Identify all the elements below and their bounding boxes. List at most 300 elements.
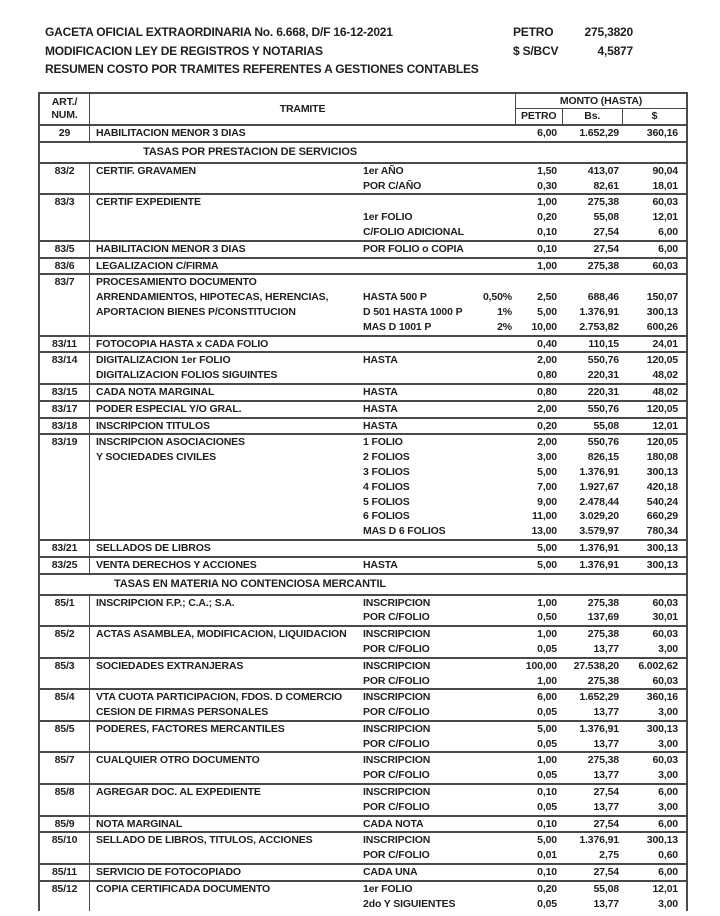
tramite-cell: FOTOCOPIA HASTA x CADA FOLIO xyxy=(96,337,269,350)
bs-value-cell: 1.927,67 xyxy=(579,480,619,493)
usd-value-cell: 3,00 xyxy=(658,769,678,782)
petro-value-cell: 11,00 xyxy=(532,510,557,523)
bs-value-cell: 413,07 xyxy=(587,164,619,177)
table-row xyxy=(40,558,686,573)
usd-value-cell: 48,02 xyxy=(652,369,678,382)
tramite-cell xyxy=(90,674,363,689)
usd-value-cell: 6,00 xyxy=(658,817,678,830)
usd-value-cell: 60,03 xyxy=(652,674,678,687)
monto-header-label: MONTO (HASTA) xyxy=(516,94,686,109)
usd-value-cell: 120,05 xyxy=(646,402,678,415)
petro-value-cell: 100,00 xyxy=(525,659,557,672)
petro-value-cell: 0,40 xyxy=(537,337,557,350)
usd-value-cell: 540,24 xyxy=(646,495,678,508)
tramite-cell: CUALQUIER OTRO DOCUMENTO xyxy=(96,754,260,767)
table-row xyxy=(40,353,686,368)
table-row xyxy=(40,659,686,674)
fee-group xyxy=(40,240,686,257)
usd-value-cell: 90,04 xyxy=(652,164,678,177)
tramite-cell: INSCRIPCION TITULOS xyxy=(96,419,210,432)
art-num-cell: 85/4 xyxy=(40,690,90,705)
bs-value-cell: 2.753,82 xyxy=(579,320,619,333)
tramite-cell: APORTACION BIENES P/CONSTITUCION xyxy=(96,305,296,318)
column-header-monto xyxy=(516,94,686,124)
percent-cell xyxy=(471,596,515,611)
table-row xyxy=(40,179,686,194)
percent-cell xyxy=(471,642,515,657)
table-row xyxy=(40,275,686,290)
sub-label-cell: 1 FOLIO xyxy=(363,436,403,449)
tramite-cell: ARRENDAMIENTOS, HIPOTECAS, HERENCIAS, xyxy=(96,291,329,304)
petro-value-cell: 5,00 xyxy=(537,305,557,318)
table-row xyxy=(40,610,686,625)
petro-value-cell: 5,00 xyxy=(537,558,557,571)
bs-value-cell: 27,54 xyxy=(593,786,619,799)
art-num-cell: 85/7 xyxy=(40,753,90,768)
art-num-cell: 83/11 xyxy=(40,337,90,352)
petro-value-cell: 6,00 xyxy=(537,691,557,704)
law-title-line: MODIFICACION LEY DE REGISTROS Y NOTARIAS xyxy=(45,43,323,58)
bs-value-cell: 13,77 xyxy=(593,642,619,655)
usd-value-cell: 0,60 xyxy=(658,849,678,862)
percent-cell xyxy=(471,833,515,848)
art-num-cell: 83/6 xyxy=(40,259,90,274)
sub-label-cell: INSCRIPCION xyxy=(363,786,431,799)
bs-value-cell: 27,54 xyxy=(593,866,619,879)
percent-cell xyxy=(471,627,515,642)
petro-value-cell: 5,00 xyxy=(537,834,557,847)
percent-cell xyxy=(471,164,515,179)
usd-value-cell: 360,16 xyxy=(646,127,678,139)
bcv-rate-value: 4,5877 xyxy=(597,43,633,58)
sub-label-cell: MAS D 1001 P xyxy=(363,320,432,333)
sub-label-cell: CADA NOTA xyxy=(363,817,424,830)
tramite-cell: SERVICIO DE FOTOCOPIADO xyxy=(96,866,241,879)
petro-value-cell: 0,10 xyxy=(537,866,557,879)
table-row xyxy=(40,882,686,897)
tramite-cell: CERTIF EXPEDIENTE xyxy=(96,196,201,209)
sub-label-cell: CADA UNA xyxy=(363,866,418,879)
art-num-cell: 85/2 xyxy=(40,627,90,642)
bs-value-cell: 55,08 xyxy=(593,419,619,432)
table-row xyxy=(40,225,686,240)
sub-label-cell: POR C/FOLIO xyxy=(363,800,430,813)
tramite-cell: COPIA CERTIFICADA DOCUMENTO xyxy=(96,882,271,895)
fee-group xyxy=(40,273,686,334)
petro-value-cell: 7,00 xyxy=(537,480,557,493)
doc-header xyxy=(45,23,479,79)
bs-value-cell: 110,15 xyxy=(588,337,619,350)
petro-value-cell: 2,00 xyxy=(537,354,557,367)
petro-value-cell xyxy=(515,275,557,290)
bcv-rate-label: $ S/BCV xyxy=(513,43,559,58)
petro-value-cell: 0,80 xyxy=(537,369,557,382)
tramite-cell xyxy=(90,848,363,863)
table-row xyxy=(40,435,686,450)
tramite-header-label: TRAMITE xyxy=(279,103,326,115)
petro-value-cell: 10,00 xyxy=(531,320,557,333)
table-row xyxy=(40,785,686,800)
petro-value-cell: 0,50 xyxy=(537,611,557,624)
fee-group xyxy=(40,625,686,657)
tramite-cell: VTA CUOTA PARTICIPACION, FDOS. D COMERCIO xyxy=(96,691,343,704)
sub-label-cell xyxy=(363,368,471,383)
art-num-cell xyxy=(40,305,90,320)
bs-value-cell: 275,38 xyxy=(587,674,619,687)
sub-label-cell: D 501 HASTA 1000 P xyxy=(363,305,463,318)
percent-cell xyxy=(471,402,515,417)
tramite-cell xyxy=(90,642,363,657)
percent-cell xyxy=(471,705,515,720)
tramite-cell: SELLADOS DE LIBROS xyxy=(96,541,211,554)
usd-value-cell: 6.002,62 xyxy=(638,659,678,672)
table-row xyxy=(40,722,686,737)
usd-value-cell: 150,07 xyxy=(646,291,678,304)
table-row xyxy=(40,495,686,510)
bs-value-cell: 55,08 xyxy=(593,211,619,224)
petro-value-cell: 9,00 xyxy=(537,495,557,508)
tramite-cell xyxy=(90,225,363,240)
section-header xyxy=(40,141,686,162)
bs-value-cell: 1.376,91 xyxy=(579,465,619,478)
art-num-cell xyxy=(40,450,90,465)
fee-group xyxy=(40,863,686,880)
monto-unit-headers xyxy=(516,109,686,124)
bs-value-cell: 826,15 xyxy=(587,451,619,464)
fee-group xyxy=(40,335,686,352)
usd-value-cell: 60,03 xyxy=(652,196,678,209)
tramite-cell xyxy=(90,524,363,539)
table-row xyxy=(40,817,686,832)
art-num-cell xyxy=(40,465,90,480)
table-row xyxy=(40,290,686,305)
petro-value-cell: 0,10 xyxy=(537,225,557,238)
percent-cell xyxy=(471,524,515,539)
bs-value-cell: 1.376,91 xyxy=(579,558,619,571)
fee-group xyxy=(40,783,686,815)
percent-cell xyxy=(471,179,515,194)
usd-value-cell: 3,00 xyxy=(658,897,678,910)
tramite-cell: HABILITACION MENOR 3 DIAS xyxy=(96,127,246,139)
bs-value-cell: 275,38 xyxy=(587,754,619,767)
sub-label-cell: HASTA xyxy=(363,354,398,367)
column-header-tramite xyxy=(90,94,516,124)
art-num-cell: 29 xyxy=(40,126,90,141)
sub-label-cell: HASTA xyxy=(363,402,398,415)
table-header xyxy=(40,94,686,126)
art-num-cell: 85/9 xyxy=(40,817,90,832)
tramite-cell xyxy=(90,897,363,912)
art-num-cell xyxy=(40,290,90,305)
sub-label-cell: 2do Y SIGUIENTES xyxy=(363,897,456,910)
usd-value-cell: 300,13 xyxy=(646,834,678,847)
petro-value-cell: 1,00 xyxy=(537,596,557,609)
sub-label-cell: INSCRIPCION xyxy=(363,754,431,767)
petro-value-cell: 0,05 xyxy=(537,737,557,750)
sub-label-cell: HASTA xyxy=(363,385,398,398)
bs-value-cell: 1.376,91 xyxy=(579,834,619,847)
tramite-cell: INSCRIPCION F.P.; C.A.; S.A. xyxy=(96,596,235,609)
petro-value-cell: 1,00 xyxy=(537,259,557,272)
art-num-cell xyxy=(40,800,90,815)
sub-label-cell: HASTA xyxy=(363,419,398,432)
table-row xyxy=(40,480,686,495)
table-row xyxy=(40,242,686,257)
usd-value-cell: 780,34 xyxy=(646,525,678,538)
bs-value-cell: 1.376,91 xyxy=(579,305,619,318)
art-num-cell: 83/17 xyxy=(40,402,90,417)
section-title: TASAS POR PRESTACION DE SERVICIOS xyxy=(143,146,357,159)
fees-table xyxy=(38,92,688,911)
sub-label-cell: POR FOLIO o COPIA xyxy=(363,242,464,255)
bs-value-cell: 220,31 xyxy=(587,369,619,382)
table-row xyxy=(40,450,686,465)
table-row xyxy=(40,195,686,210)
fee-group xyxy=(40,193,686,239)
bs-value-cell: 275,38 xyxy=(587,628,619,641)
table-row xyxy=(40,674,686,689)
fee-group xyxy=(40,383,686,400)
percent-cell xyxy=(471,465,515,480)
table-row xyxy=(40,690,686,705)
usd-value-cell: 300,13 xyxy=(646,722,678,735)
table-row xyxy=(40,402,686,417)
percent-cell xyxy=(471,495,515,510)
table-row xyxy=(40,848,686,863)
art-num-cell: 83/18 xyxy=(40,419,90,434)
percent-cell xyxy=(471,126,515,141)
usd-value-cell: 12,01 xyxy=(652,882,678,895)
column-header-art-num xyxy=(40,94,90,124)
tramite-cell: CADA NOTA MARGINAL xyxy=(96,385,215,398)
fee-group xyxy=(40,257,686,274)
percent-cell xyxy=(471,541,515,556)
bs-value-cell: 1.376,91 xyxy=(579,541,619,554)
sub-label-cell xyxy=(363,275,471,290)
percent-cell xyxy=(471,768,515,783)
petro-value-cell: 1,00 xyxy=(537,754,557,767)
art-num-cell xyxy=(40,225,90,240)
table-body xyxy=(40,126,686,911)
bs-value-cell xyxy=(557,275,619,290)
table-row xyxy=(40,320,686,335)
table-row xyxy=(40,126,686,141)
bs-value-cell: 27.538,20 xyxy=(573,659,619,672)
art-num-cell: 85/8 xyxy=(40,785,90,800)
percent-cell xyxy=(471,242,515,257)
percent-cell xyxy=(471,674,515,689)
petro-value-cell: 5,00 xyxy=(537,465,557,478)
sub-label-cell: POR C/FOLIO xyxy=(363,737,430,750)
petro-value-cell: 0,01 xyxy=(537,849,557,862)
fee-group xyxy=(40,433,686,539)
art-num-cell: 85/11 xyxy=(40,865,90,880)
usd-value-cell: 660,29 xyxy=(646,510,678,523)
percent-cell xyxy=(471,368,515,383)
petro-value-cell: 2,00 xyxy=(537,436,557,449)
art-num-cell xyxy=(40,509,90,524)
tramite-cell xyxy=(90,737,363,752)
petro-value-cell: 0,05 xyxy=(537,706,557,719)
tramite-cell: SOCIEDADES EXTRANJERAS xyxy=(96,659,244,672)
usd-value-cell: 18,01 xyxy=(652,179,678,192)
art-num-cell: 83/25 xyxy=(40,558,90,573)
tramite-cell: AGREGAR DOC. AL EXPEDIENTE xyxy=(96,786,261,799)
percent-cell xyxy=(471,353,515,368)
tramite-cell xyxy=(90,768,363,783)
fee-group xyxy=(40,657,686,689)
petro-value-cell: 0,05 xyxy=(537,897,557,910)
tramite-cell xyxy=(90,509,363,524)
usd-value-cell: 60,03 xyxy=(652,628,678,641)
sub-label-cell: POR C/FOLIO xyxy=(363,849,430,862)
tramite-cell: ACTAS ASAMBLEA, MODIFICACION, LIQUIDACION xyxy=(96,628,347,641)
percent-cell xyxy=(471,419,515,434)
usd-value-cell: 3,00 xyxy=(658,800,678,813)
bs-value-cell: 2.478,44 xyxy=(579,495,619,508)
art-num-cell xyxy=(40,320,90,335)
petro-value-cell: 0,05 xyxy=(537,769,557,782)
petro-value-cell: 1,00 xyxy=(537,628,557,641)
petro-value-cell: 13,00 xyxy=(531,525,557,538)
tramite-cell: CERTIF. GRAVAMEN xyxy=(96,164,196,177)
table-row xyxy=(40,768,686,783)
sub-label-cell: INSCRIPCION xyxy=(363,659,431,672)
bs-value-cell: 13,77 xyxy=(593,800,619,813)
usd-value-cell: 420,18 xyxy=(646,480,678,493)
fee-group xyxy=(40,688,686,720)
petro-value-cell: 0,10 xyxy=(537,786,557,799)
tramite-cell: VENTA DERECHOS Y ACCIONES xyxy=(96,558,257,571)
sub-label-cell: POR C/FOLIO xyxy=(363,674,430,687)
table-row xyxy=(40,385,686,400)
usd-value-cell: 3,00 xyxy=(658,706,678,719)
usd-value-cell: 180,08 xyxy=(646,451,678,464)
sub-label-cell: HASTA 500 P xyxy=(363,291,427,304)
sub-label-cell: POR C/AÑO xyxy=(363,179,422,192)
art-num-cell: 85/10 xyxy=(40,833,90,848)
tramite-cell xyxy=(90,210,363,225)
art-num-cell xyxy=(40,705,90,720)
art-num-cell xyxy=(40,495,90,510)
petro-value-cell: 1,00 xyxy=(537,674,557,687)
tramite-cell: DIGITALIZACION FOLIOS SIGUINTES xyxy=(96,369,278,382)
usd-value-cell: 60,03 xyxy=(652,596,678,609)
percent-cell xyxy=(471,690,515,705)
sub-label-cell: 4 FOLIOS xyxy=(363,480,410,493)
usd-value-cell: 60,03 xyxy=(652,754,678,767)
petro-rate-value: 275,3820 xyxy=(584,25,633,39)
fee-group xyxy=(40,594,686,626)
fee-group xyxy=(40,815,686,832)
tramite-cell xyxy=(90,320,363,335)
tramite-cell: NOTA MARGINAL xyxy=(96,817,183,830)
bs-value-cell: 275,38 xyxy=(587,196,619,209)
sub-label-cell xyxy=(363,541,471,556)
petro-value-cell: 1,50 xyxy=(537,164,557,177)
art-num-cell: 85/5 xyxy=(40,722,90,737)
usd-value-cell: 48,02 xyxy=(652,385,678,398)
art-num-cell xyxy=(40,524,90,539)
percent-cell xyxy=(471,737,515,752)
exchange-rates xyxy=(513,23,633,60)
table-row xyxy=(40,368,686,383)
sub-label-cell: 5 FOLIOS xyxy=(363,495,410,508)
sub-label-cell xyxy=(363,195,471,210)
sub-label-cell: POR C/FOLIO xyxy=(363,611,430,624)
usd-value-cell: 120,05 xyxy=(646,354,678,367)
percent-cell xyxy=(471,785,515,800)
usd-value-cell: 360,16 xyxy=(646,691,678,704)
sub-label-cell: POR C/FOLIO xyxy=(363,642,430,655)
tramite-cell: SELLADO DE LIBROS, TITULOS, ACCIONES xyxy=(96,834,313,847)
table-row xyxy=(40,865,686,880)
table-row xyxy=(40,705,686,720)
percent-cell xyxy=(471,480,515,495)
percent-cell xyxy=(471,259,515,274)
fee-group xyxy=(40,556,686,573)
usd-value-cell: 6,00 xyxy=(658,786,678,799)
table-row xyxy=(40,524,686,539)
table-row xyxy=(40,800,686,815)
section-title: TASAS EN MATERIA NO CONTENCIOSA MERCANTIL xyxy=(114,578,386,591)
bs-value-cell: 688,46 xyxy=(587,291,619,304)
tramite-cell: CESION DE FIRMAS PERSONALES xyxy=(96,706,269,719)
petro-value-cell: 0,05 xyxy=(537,800,557,813)
table-row xyxy=(40,305,686,320)
petro-value-cell: 0,20 xyxy=(537,882,557,895)
usd-value-cell: 600,26 xyxy=(646,320,678,333)
percent-cell xyxy=(471,848,515,863)
bs-value-cell: 275,38 xyxy=(587,596,619,609)
usd-value-cell: 30,01 xyxy=(652,611,678,624)
percent-cell xyxy=(471,610,515,625)
art-num-cell: 85/1 xyxy=(40,596,90,611)
tramite-cell: PROCESAMIENTO DOCUMENTO xyxy=(96,276,257,289)
usd-value-cell: 3,00 xyxy=(658,642,678,655)
usd-value-cell: 24,01 xyxy=(652,337,678,350)
percent-cell: 1% xyxy=(497,305,512,318)
art-num-cell xyxy=(40,642,90,657)
art-num-cell: 83/19 xyxy=(40,435,90,450)
bs-value-cell: 2,75 xyxy=(599,849,619,862)
sub-label-cell: POR C/FOLIO xyxy=(363,706,430,719)
usd-value-cell: 300,13 xyxy=(646,305,678,318)
table-row xyxy=(40,642,686,657)
fee-group xyxy=(40,880,686,912)
sub-label-cell: 1er FOLIO xyxy=(363,211,413,224)
sub-label-cell: 3 FOLIOS xyxy=(363,465,410,478)
art-num-cell: 83/21 xyxy=(40,541,90,556)
usd-value-cell: 12,01 xyxy=(652,211,678,224)
sub-label-cell: INSCRIPCION xyxy=(363,628,431,641)
column-header-petro: PETRO xyxy=(516,109,563,124)
percent-cell xyxy=(471,385,515,400)
tramite-cell xyxy=(90,465,363,480)
art-num-cell: 83/5 xyxy=(40,242,90,257)
bs-value-cell: 1.652,29 xyxy=(579,691,619,704)
percent-cell: 0,50% xyxy=(482,291,512,304)
percent-cell xyxy=(471,509,515,524)
bs-value-cell: 82,61 xyxy=(593,179,619,192)
usd-value-cell: 12,01 xyxy=(652,419,678,432)
tramite-cell: DIGITALIZACION 1er FOLIO xyxy=(96,354,231,367)
art-num-cell xyxy=(40,674,90,689)
petro-value-cell: 0,05 xyxy=(537,642,557,655)
bs-value-cell: 220,31 xyxy=(587,385,619,398)
petro-value-cell: 5,00 xyxy=(537,722,557,735)
petro-value-cell: 3,00 xyxy=(537,451,557,464)
